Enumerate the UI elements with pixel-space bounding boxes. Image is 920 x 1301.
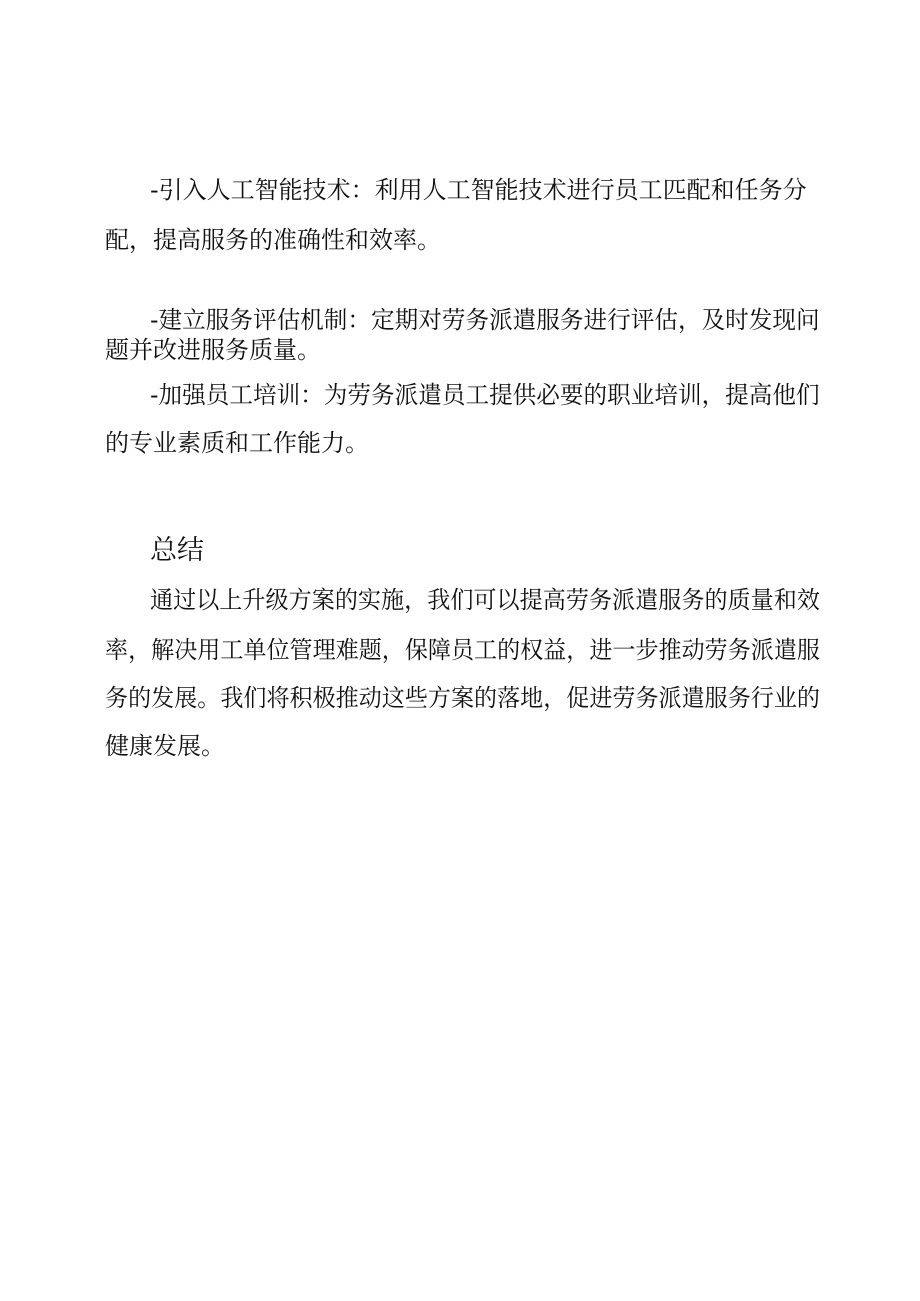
- ai-technology-line-2: 配，提高服务的准确性和效率。: [105, 226, 441, 254]
- service-evaluation-line-2: 题并改进服务质量。: [105, 336, 321, 364]
- ai-technology-line-1: -引入人工智能技术：利用人工智能技术进行员工匹配和任务分: [150, 176, 807, 204]
- summary-line-2: 率，解决用工单位管理难题，保障员工的权益，进一步推动劳务派遣服: [105, 636, 820, 664]
- summary-line-4: 健康发展。: [105, 732, 225, 760]
- staff-training-line-2: 的专业素质和工作能力。: [105, 429, 369, 457]
- summary-line-3: 务的发展。我们将积极推动这些方案的落地，促进劳务派遣服务行业的: [105, 684, 820, 712]
- summary-line-1: 通过以上升级方案的实施，我们可以提高劳务派遣服务的质量和效: [150, 586, 820, 614]
- service-evaluation-line-1: -建立服务评估机制：定期对劳务派遣服务进行评估，及时发现问: [150, 306, 820, 334]
- staff-training-line-1: -加强员工培训：为劳务派遣员工提供必要的职业培训，提高他们: [150, 381, 820, 409]
- summary-heading: 总结: [150, 535, 204, 566]
